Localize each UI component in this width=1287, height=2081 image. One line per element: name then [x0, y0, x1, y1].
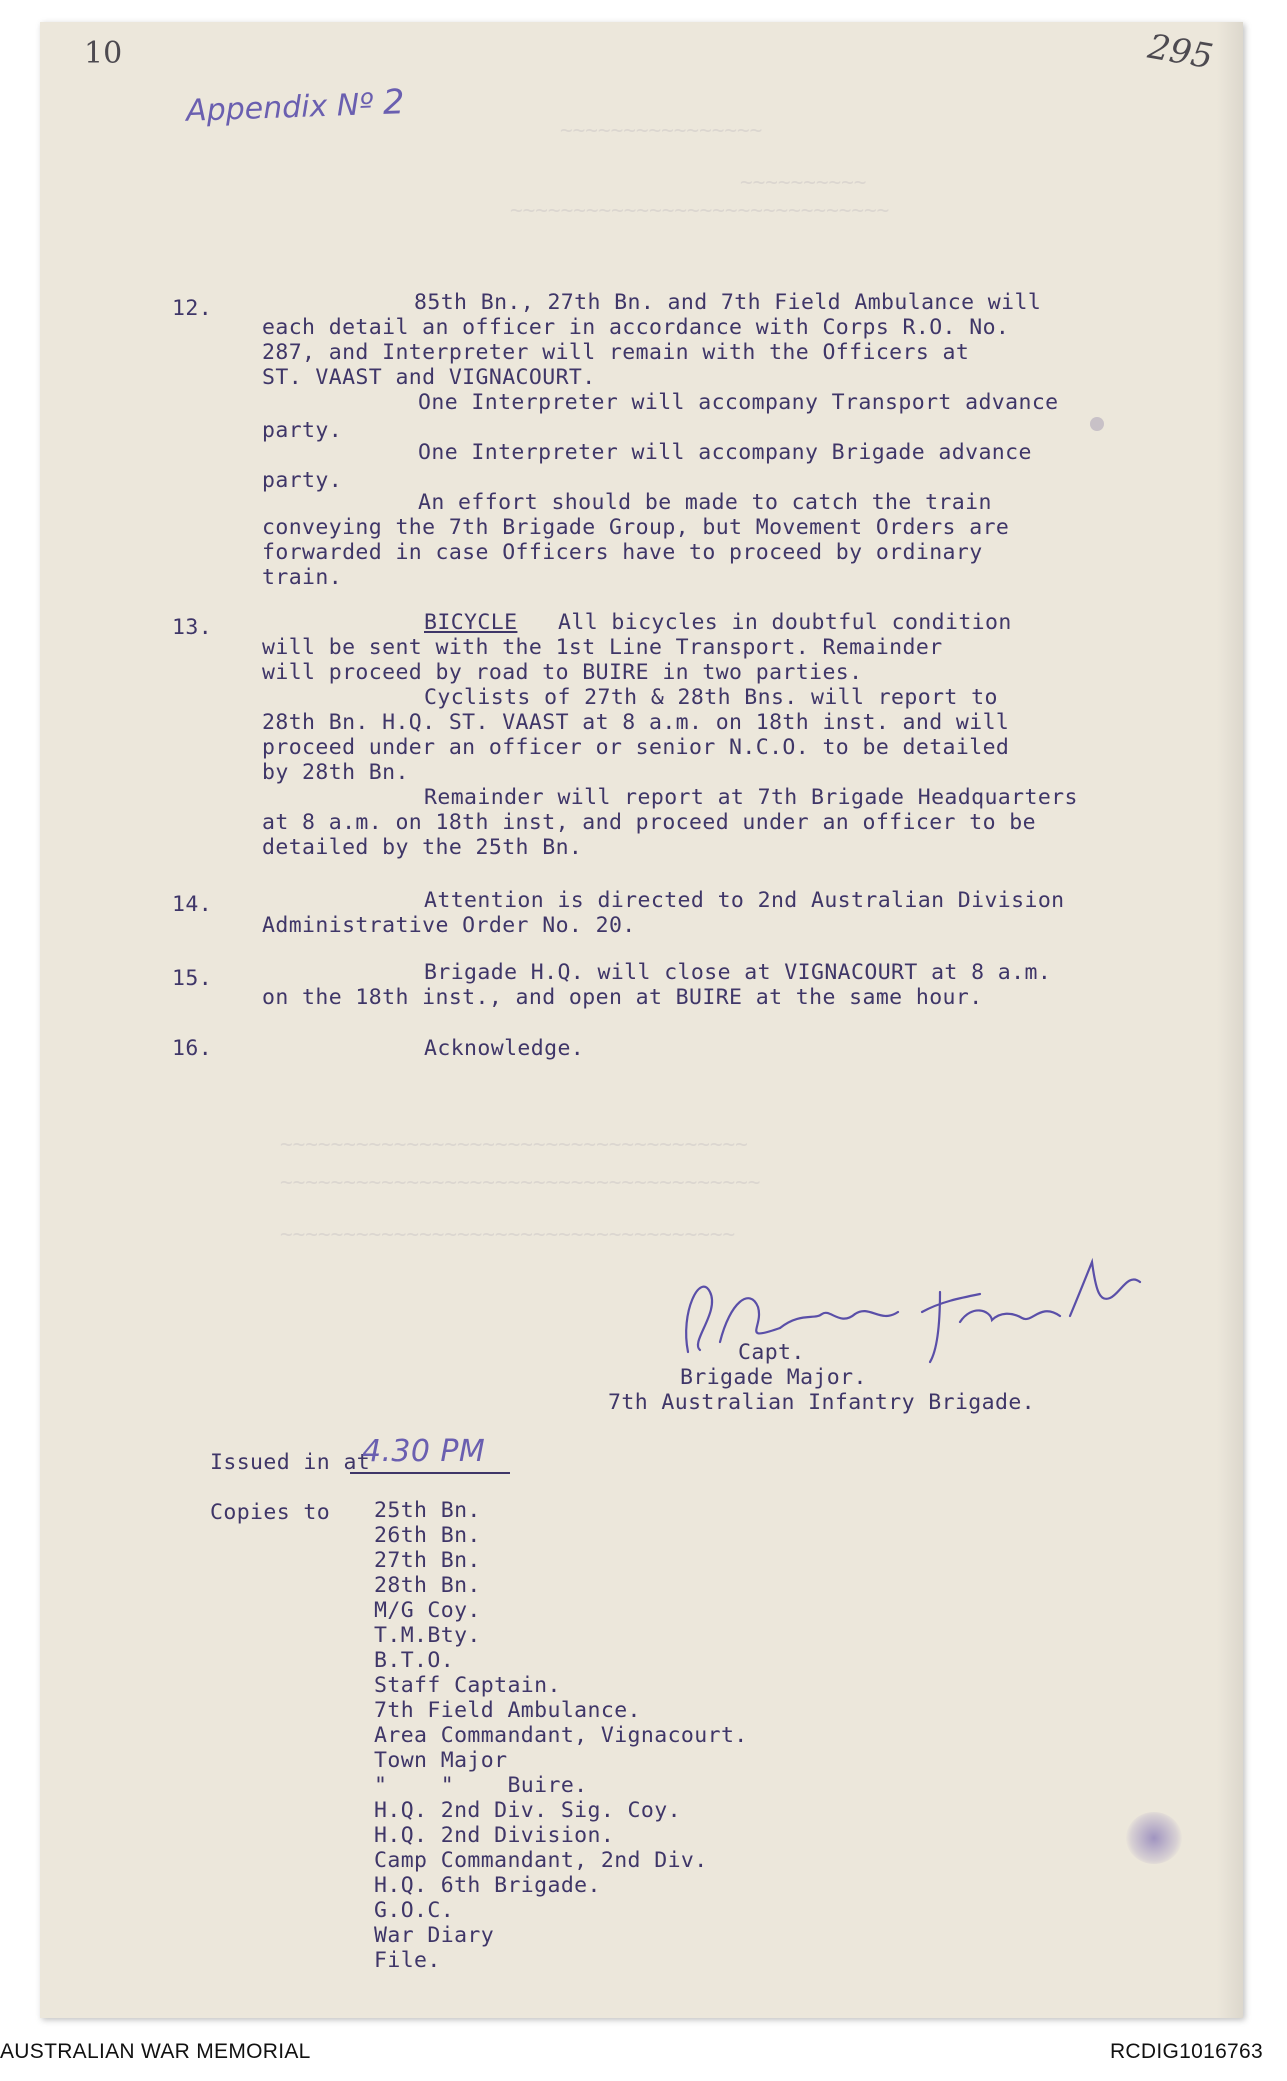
signature-rank: Capt. [738, 1340, 805, 1365]
list-item: 27th Bn. [374, 1548, 481, 1573]
list-item: Area Commandant, Vignacourt. [374, 1723, 748, 1748]
paragraph-line: All bicycles in doubtful condition [558, 610, 1012, 635]
list-item: 7th Field Ambulance. [374, 1698, 641, 1723]
paragraph-line: Remainder will report at 7th Brigade Headquarters [424, 785, 1078, 810]
paragraph-line: Acknowledge. [424, 1036, 585, 1061]
ink-stain [1126, 1812, 1182, 1864]
order-body [40, 22, 1243, 2018]
paragraph-line: train. [262, 565, 343, 590]
paragraph-line: party. [262, 418, 343, 443]
list-item: 26th Bn. [374, 1523, 481, 1548]
paragraph-line: ST. VAAST and VIGNACOURT. [262, 365, 596, 390]
appendix-label-text: Appendix Nº [185, 87, 374, 129]
signature-unit: 7th Australian Infantry Brigade. [608, 1390, 1036, 1415]
list-item: B.T.O. [374, 1648, 455, 1673]
paragraph-line: will be sent with the 1st Line Transport. Remainder [262, 635, 943, 660]
paragraph-line: detailed by the 25th Bn. [262, 835, 583, 860]
list-item: H.Q. 6th Brigade. [374, 1873, 601, 1898]
paragraph-line: on the 18th inst., and open at BUIRE at the same hour. [262, 985, 983, 1010]
paragraph-number: 16. [172, 1036, 213, 1061]
signature-role: Brigade Major. [680, 1365, 867, 1390]
page-number: 10 [84, 36, 123, 71]
appendix-number: 2 [382, 82, 406, 123]
list-item: Town Major [374, 1748, 508, 1773]
bleed-through-text: ~~~~~~~~~~ [740, 170, 867, 194]
paragraph-line: by 28th Bn. [262, 760, 409, 785]
paragraph-heading: BICYCLE [424, 610, 518, 635]
bleed-through-text: ~~~~~~~~~~~~~~~~~~~~~~~~~~~~~~~~~~~~ [280, 1222, 736, 1246]
list-item: T.M.Bty. [374, 1623, 481, 1648]
paragraph-line: One Interpreter will accompany Brigade advance [418, 440, 1032, 465]
list-item: G.O.C. [374, 1898, 455, 1923]
bleed-through-text: ~~~~~~~~~~~~~~~~~~~~~~~~~~~~~~ [510, 198, 890, 222]
list-item: H.Q. 2nd Div. Sig. Coy. [374, 1798, 681, 1823]
paragraph-line: 28th Bn. H.Q. ST. VAAST at 8 a.m. on 18th inst. and will [262, 710, 1010, 735]
list-item: War Diary [374, 1923, 495, 1948]
paragraph-number: 12. [172, 296, 213, 321]
bleed-through-text: ~~~~~~~~~~~~~~~~ [560, 118, 763, 142]
paragraph-line: An effort should be made to catch the train [418, 490, 992, 515]
copies-label: Copies to [210, 1500, 331, 1525]
paragraph-line: 85th Bn., 27th Bn. and 7th Field Ambulance will [414, 290, 1042, 315]
bleed-through-text: ~~~~~~~~~~~~~~~~~~~~~~~~~~~~~~~~~~~~~~ [280, 1170, 761, 1194]
bleed-through-text: ~~~~~~~~~~~~~~~~~~~~~~~~~~~~~~~~~~~~~ [280, 1132, 748, 1156]
paragraph-line: forwarded in case Officers have to proceed by ordinary [262, 540, 983, 565]
paragraph-line: One Interpreter will accompany Transport advance [418, 390, 1059, 415]
footer-institution: AUSTRALIAN WAR MEMORIAL [0, 2040, 311, 2063]
paragraph-line: will proceed by road to BUIRE in two parties. [262, 660, 863, 685]
paragraph-number: 15. [172, 966, 213, 991]
paragraph-number: 13. [172, 615, 213, 640]
paragraph-line: Administrative Order No. 20. [262, 913, 636, 938]
handwritten-signature [640, 1232, 1180, 1382]
paragraph-line: Brigade H.Q. will close at VIGNACOURT at 8 a.m. [424, 960, 1052, 985]
paragraph-line: at 8 a.m. on 18th inst, and proceed under an officer to be [262, 810, 1036, 835]
list-item: Staff Captain. [374, 1673, 561, 1698]
list-item: H.Q. 2nd Division. [374, 1823, 615, 1848]
folio-number: 295 [1145, 26, 1216, 78]
paragraph-number: 14. [172, 892, 213, 917]
list-item: Camp Commandant, 2nd Div. [374, 1848, 708, 1873]
document-page [40, 22, 1243, 2018]
issued-time: 4.30 PM [362, 1434, 486, 1469]
issued-underline [350, 1472, 510, 1474]
footer-catalogue-id: RCDIG1016763 [1109, 2040, 1263, 2063]
list-item: 25th Bn. [374, 1498, 481, 1523]
paragraph-line: Attention is directed to 2nd Australian Division [424, 888, 1065, 913]
list-item: File. [374, 1948, 441, 1973]
ink-stain [1090, 417, 1104, 431]
paragraph-line: proceed under an officer or senior N.C.O. to be detailed [262, 735, 1010, 760]
list-item: 28th Bn. [374, 1573, 481, 1598]
paragraph-line: party. [262, 468, 343, 493]
list-item: " " Buire. [374, 1773, 588, 1798]
paragraph-line: Cyclists of 27th & 28th Bns. will report to [424, 685, 998, 710]
issued-label: Issued in at [210, 1450, 371, 1475]
paragraph-line: each detail an officer in accordance with Corps R.O. No. [262, 315, 1010, 340]
paragraph-line: 287, and Interpreter will remain with the Officers at [262, 340, 970, 365]
paragraph-line: conveying the 7th Brigade Group, but Movement Orders are [262, 515, 1010, 540]
list-item: M/G Coy. [374, 1598, 481, 1623]
